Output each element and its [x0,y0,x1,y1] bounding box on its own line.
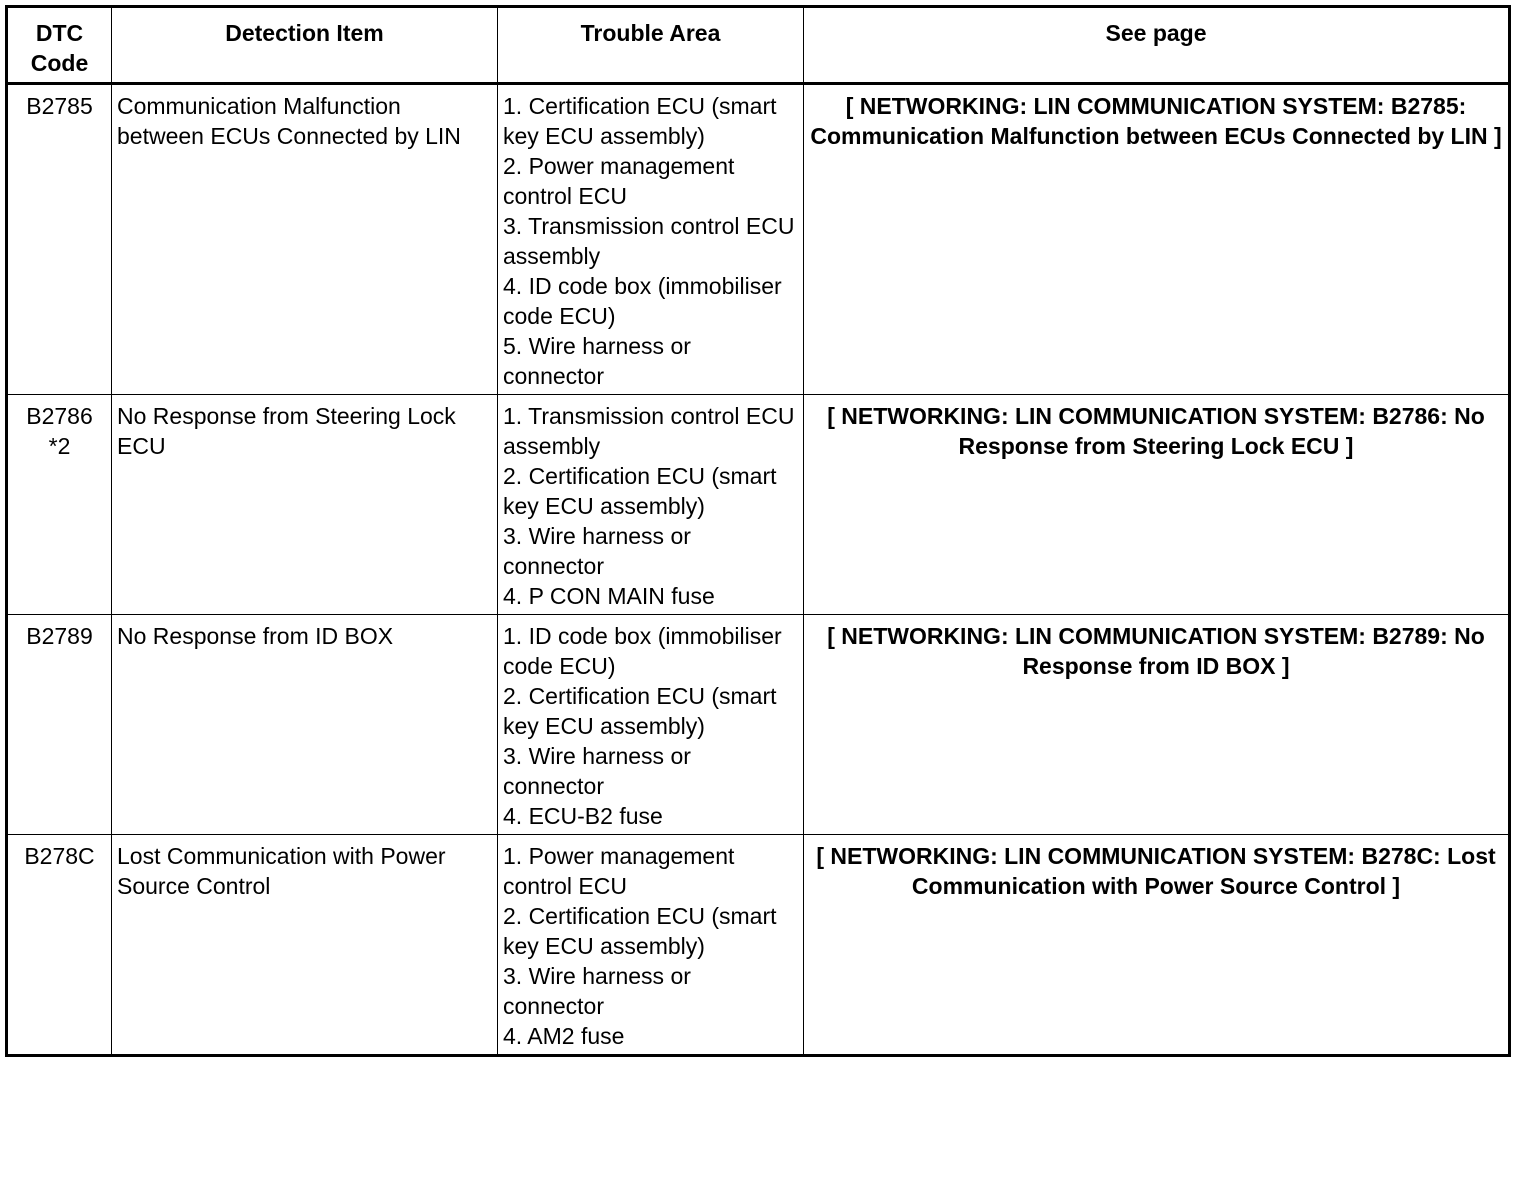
trouble-area-cell [498,395,804,615]
see-page-link[interactable]: [ NETWORKING: LIN COMMUNICATION SYSTEM: B278C: Lost Communication with Power Source Control ] [804,835,1510,1056]
header-row [7,7,1510,84]
header-dtc-code [7,7,112,84]
detection-item-cell: No Response from Steering Lock ECU [112,395,498,615]
trouble-area-item: 2. Certification ECU (smart key ECU assembly) [503,903,777,959]
table-row [7,395,1510,615]
trouble-area-cell [498,615,804,835]
table-row [7,615,1510,835]
trouble-area-item: 4. ID code box (immobiliser code ECU) [503,273,782,329]
header-trouble-area: Trouble Area [498,7,804,84]
trouble-area-item: 3. Wire harness or connector [503,523,691,579]
trouble-area-item: 4. P CON MAIN fuse [503,583,715,609]
trouble-area-item: 3. Transmission control ECU assembly [503,213,795,269]
trouble-area-item: 1. Power management control ECU [503,843,735,899]
dtc-code-cell [7,615,112,835]
see-page-link[interactable]: [ NETWORKING: LIN COMMUNICATION SYSTEM: B2785: Communication Malfunction between ECUs Connected by LIN ] [804,84,1510,395]
dtc-code: B2786 [26,403,93,429]
header-dtc-code-line2: Code [30,50,89,76]
detection-item-cell: No Response from ID BOX [112,615,498,835]
trouble-area-item: 1. Transmission control ECU assembly [503,403,795,459]
dtc-code: B2789 [26,623,93,649]
dtc-table [5,5,1511,1057]
header-see-page: See page [804,7,1510,84]
trouble-area-item: 2. Certification ECU (smart key ECU assembly) [503,463,777,519]
dtc-code-cell [7,835,112,1056]
detection-item-cell: Lost Communication with Power Source Control [112,835,498,1056]
detection-item-cell: Communication Malfunction between ECUs Connected by LIN [112,84,498,395]
trouble-area-item: 1. Certification ECU (smart key ECU assembly) [503,93,777,149]
table-row [7,835,1510,1056]
see-page-link[interactable]: [ NETWORKING: LIN COMMUNICATION SYSTEM: B2789: No Response from ID BOX ] [804,615,1510,835]
trouble-area-item: 3. Wire harness or connector [503,963,691,1019]
trouble-area-item: 2. Certification ECU (smart key ECU assembly) [503,683,777,739]
trouble-area-item: 1. ID code box (immobiliser code ECU) [503,623,782,679]
trouble-area-item: 3. Wire harness or connector [503,743,691,799]
trouble-area-item: 4. ECU-B2 fuse [503,803,663,829]
see-page-link[interactable]: [ NETWORKING: LIN COMMUNICATION SYSTEM: B2786: No Response from Steering Lock ECU ] [804,395,1510,615]
table-row [7,84,1510,395]
trouble-area-item: 4. AM2 fuse [503,1023,625,1049]
dtc-code: B278C [24,843,95,869]
header-detection-item: Detection Item [112,7,498,84]
dtc-code-cell [7,84,112,395]
dtc-code-cell [7,395,112,615]
dtc-code-note: *2 [48,433,71,459]
header-dtc-code-line1: DTC [35,20,84,46]
trouble-area-item: 2. Power management control ECU [503,153,735,209]
trouble-area-cell [498,84,804,395]
trouble-area-item: 5. Wire harness or connector [503,333,691,389]
trouble-area-cell [498,835,804,1056]
dtc-code: B2785 [26,93,93,119]
